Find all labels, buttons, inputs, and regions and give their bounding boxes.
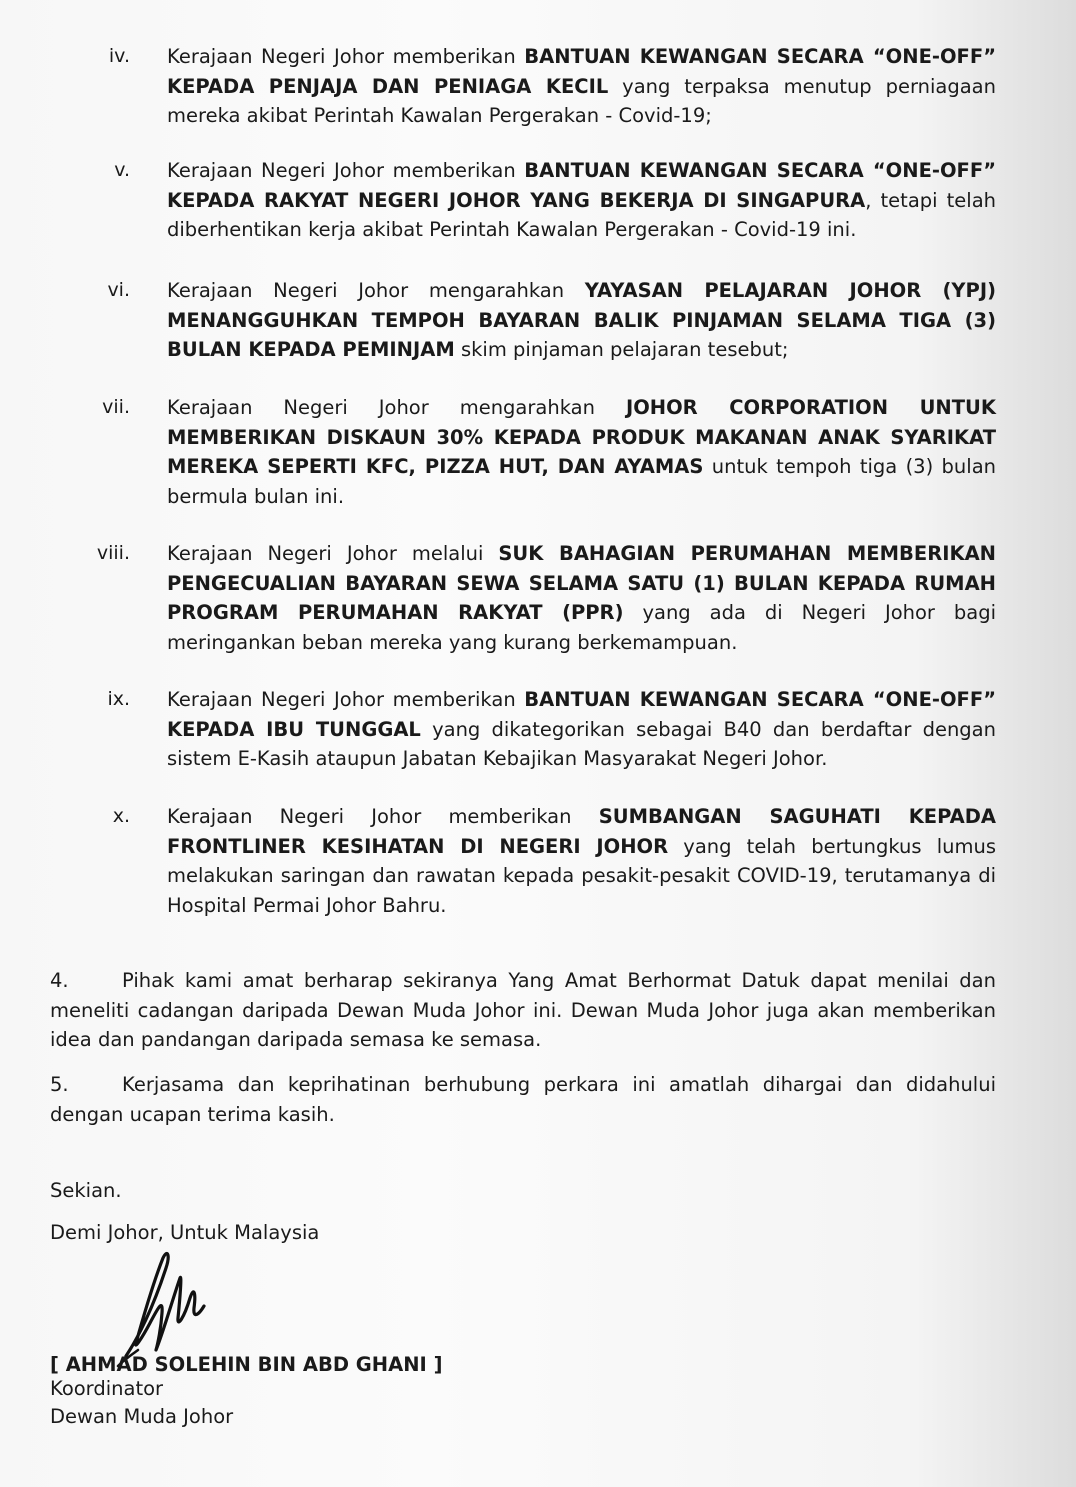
motto-text: Demi Johor, Untuk Malaysia [50,1221,320,1244]
paragraph-5 [50,1070,996,1129]
list-item-number: ix. [107,688,130,710]
list-item-text: Kerajaan Negeri Johor melalui SUK BAHAGIAN PERUMAHAN MEMBERIKAN PENGECUALIAN BAYARAN SEWA SELAMA SATU (1) BULAN KEPADA RUMAH PROGRAM PERUMAHAN RAKYAT (PPR) yang ada di Negeri Johor bagi meringankan beban mereka yang kurang berkemampuan. [167,542,997,654]
list-item-number: viii. [96,542,130,564]
list-item-text: Kerajaan Negeri Johor memberikan BANTUAN KEWANGAN SECARA “ONE-OFF” KEPADA IBU TUNGGAL yang dikategorikan sebagai B40 dan berdaftar dengan sistem E-Kasih ataupun Jabatan Kebajikan Masyarakat Negeri Johor. [167,688,997,770]
closing-text: Sekian. [50,1179,122,1202]
list-item-number: v. [114,159,130,181]
signatory-org: Dewan Muda Johor [50,1405,234,1428]
list-item-number: vii. [102,396,130,418]
signature-scribble [108,1238,218,1368]
signatory-title: Koordinator [50,1377,164,1400]
list-item-number: x. [112,805,130,827]
paragraph-4 [50,966,996,1055]
paragraph-text: Pihak kami amat berharap sekiranya Yang Amat Berhormat Datuk dapat menilai dan meneliti cadangan daripada Dewan Muda Johor ini. Dewan Muda Johor juga akan memberikan idea dan pandangan daripada semasa ke semasa. [50,969,996,1051]
paragraph-number: 4. [50,969,69,992]
list-item-text: Kerajaan Negeri Johor mengarahkan YAYASAN PELAJARAN JOHOR (YPJ) MENANGGUHKAN TEMPOH BAYARAN BALIK PINJAMAN SELAMA TIGA (3) BULAN KEPADA PEMINJAM skim pinjaman pelajaran tesebut; [167,279,996,361]
paragraph-text: Kerjasama dan keprihatinan berhubung perkara ini amatlah dihargai dan didahului dengan ucapan terima kasih. [50,1073,996,1126]
paragraph-number: 5. [50,1073,69,1096]
list-item-text: Kerajaan Negeri Johor mengarahkan JOHOR CORPORATION UNTUK MEMBERIKAN DISKAUN 30% KEPADA PRODUK MAKANAN ANAK SYARIKAT MEREKA SEPERTI KFC, PIZZA HUT, DAN AYAMAS untuk tempoh tiga (3) bulan bermula bulan ini. [167,396,997,508]
list-item-number: iv. [108,45,130,67]
signatory-name: [ AHMAD SOLEHIN BIN ABD GHANI ] [50,1353,443,1376]
list-item-number: vi. [107,279,130,301]
list-item-text: Kerajaan Negeri Johor memberikan SUMBANGAN SAGUHATI KEPADA FRONTLINER KESIHATAN DI NEGERI JOHOR yang telah bertungkus lumus melakukan saringan dan rawatan kepada pesakit-pesakit COVID-19, terutamanya di Hospital Permai Johor Bahru. [167,805,996,917]
list-item-text: Kerajaan Negeri Johor memberikan BANTUAN KEWANGAN SECARA “ONE-OFF” KEPADA RAKYAT NEGERI JOHOR YANG BEKERJA DI SINGAPURA, tetapi telah diberhentikan kerja akibat Perintah Kawalan Pergerakan - Covid-19 ini. [167,159,997,241]
list-item-text: Kerajaan Negeri Johor memberikan BANTUAN KEWANGAN SECARA “ONE-OFF” KEPADA PENJAJA DAN PENIAGA KECIL yang terpaksa menutup perniagaan mereka akibat Perintah Kawalan Pergerakan - Covid-19; [167,45,997,127]
